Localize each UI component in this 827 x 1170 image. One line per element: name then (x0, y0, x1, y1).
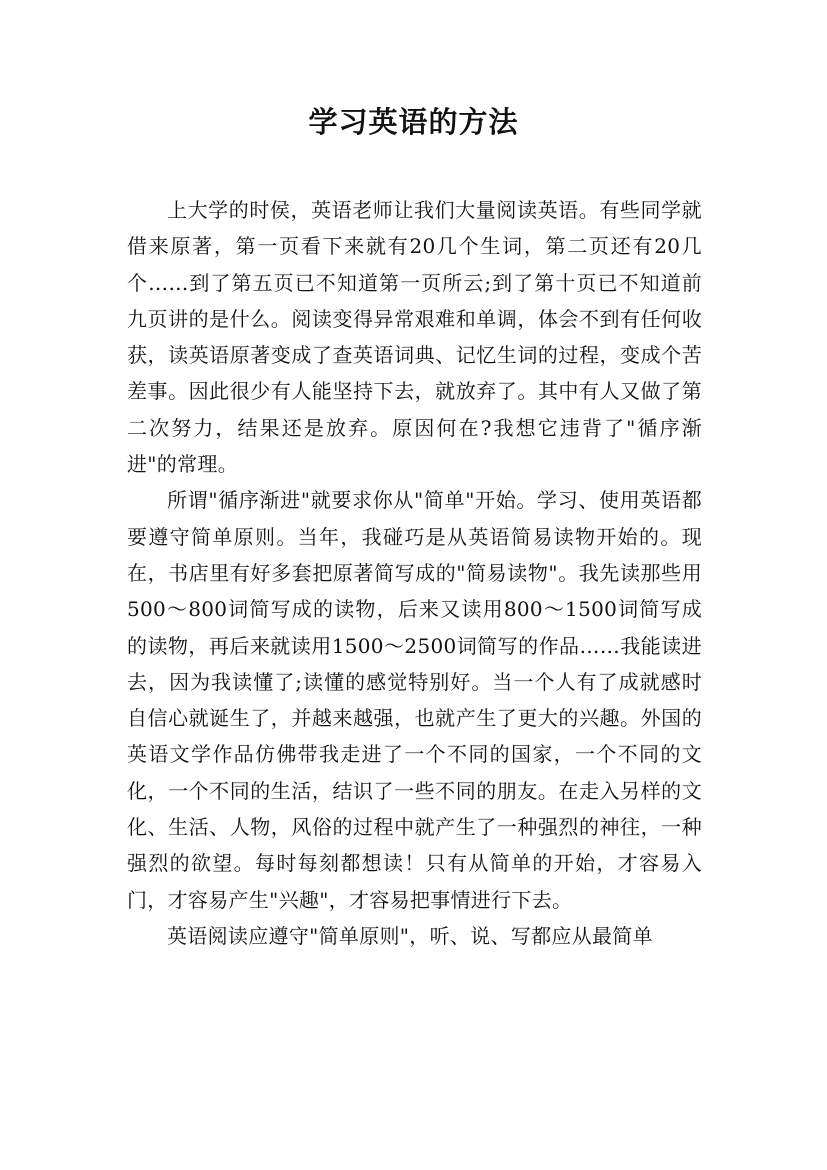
paragraph-1: 上大学的时侯，英语老师让我们大量阅读英语。有些同学就借来原著，第一页看下来就有20几个生词，第二页还有20几个……到了第五页已不知道第一页所云;到了第十页已不知道前九页讲的是什么。阅读变得异常艰难和单调，体会不到有任何收获，读英语原著变成了查英语词典、记忆生词的过程，变成个苦差事。因此很少有人能坚持下去，就放弃了。其中有人又做了第二次努力，结果还是放弃。原因何在?我想它违背了"循序渐进"的常理。 (127, 198, 702, 477)
paragraph-2: 所谓"循序渐进"就要求你从"简单"开始。学习、使用英语都要遵守简单原则。当年，我碰巧是从英语简易读物开始的。现在，书店里有好多套把原著简写成的"简易读物"。我先读那些用500～800词简写成的读物，后来又读用800～1500词简写成的读物，再后来就读用1500～2500词简写的作品……我能读进去，因为我读懂了;读懂的感觉特别好。当一个人有了成就感时自信心就诞生了，并越来越强，也就产生了更大的兴趣。外国的英语文学作品仿佛带我走进了一个不同的国家，一个不同的文化，一个不同的生活，结识了一些不同的朋友。在走入另样的文化、生活、人物，风俗的过程中就产生了一种强烈的神往，一种强烈的欲望。每时每刻都想读！只有从简单的开始，才容易入门，才容易产生"兴趣"，才容易把事情进行下去。 (127, 488, 702, 912)
document-title: 学习英语的方法 (308, 105, 519, 139)
document-body (127, 192, 702, 954)
paragraph-3: 英语阅读应遵守"简单原则"，听、说、写都应从最简单 (167, 923, 653, 948)
